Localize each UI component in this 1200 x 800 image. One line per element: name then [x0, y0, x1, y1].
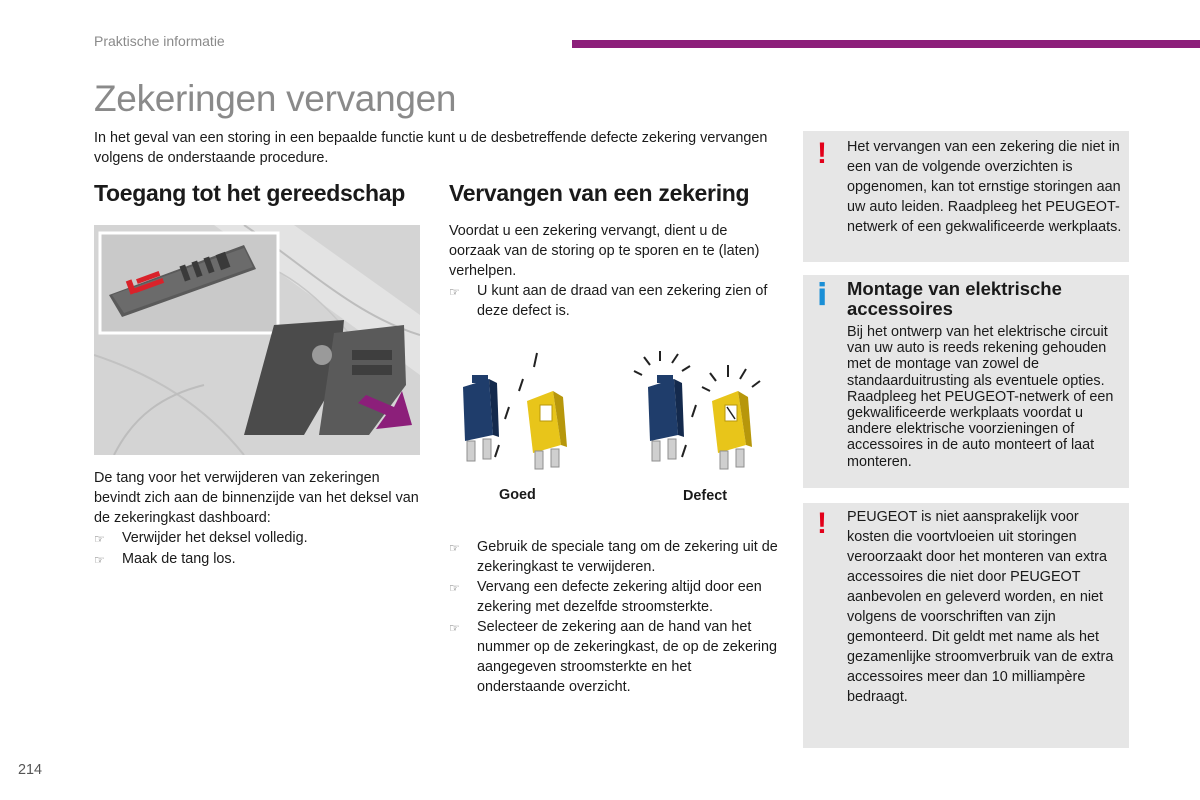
pointing-hand-icon: ☞	[94, 553, 105, 567]
fuse-comparison-figure	[445, 345, 785, 475]
list-item-text: Vervang een defecte zekering altijd door een zekering met dezelfde stroomsterkte.	[477, 579, 762, 615]
defect-fuse-pair	[634, 351, 760, 469]
list-item-text: Gebruik de speciale tang om de zekering uit de zekeringkast te verwijderen.	[477, 539, 778, 575]
info-box-accessories	[803, 275, 1129, 488]
pointing-hand-icon: ☞	[449, 581, 460, 595]
page-title: Zekeringen vervangen	[94, 78, 457, 119]
pointing-hand-icon: ☞	[449, 541, 460, 555]
list-item	[449, 577, 779, 617]
list-item	[94, 549, 420, 570]
good-fuse-pair	[463, 353, 567, 469]
list-item	[449, 537, 779, 577]
fusebox-illustration	[94, 225, 420, 455]
intro-paragraph: In het geval van een storing in een bepaalde functie kunt u de desbetreffende defecte zekering vervangen volgens de onderstaande procedure.	[94, 130, 768, 166]
info-icon: i	[817, 278, 828, 313]
info-box-title: Montage van elektrische accessoires	[847, 278, 1062, 319]
section-label: Praktische informatie	[94, 33, 225, 49]
info-text-design: Bij het ontwerp van het elektrische circuit van uw auto is reeds rekening gehouden met de montage van zowel de standaarduitrusting als eventuele opties.	[847, 324, 1108, 389]
list-item-text: Verwijder het deksel volledig.	[122, 530, 308, 546]
warning-text: Het vervangen van een zekering die niet in een van de volgende overzichten is opgenomen, kan tot ernstige storingen aan uw auto leiden. Raadpleeg het PEUGEOT-netwerk of een gekwalificeerde werkplaats.	[847, 139, 1122, 235]
list-item	[449, 617, 779, 697]
warning-box-liability	[803, 503, 1129, 748]
pointing-hand-icon: ☞	[94, 532, 105, 546]
middle-column-top-text	[449, 221, 779, 321]
info-box-text	[847, 324, 1123, 470]
heading-replace-fuse: Vervangen van een zekering	[449, 180, 750, 206]
fuse-label-defect: Defect	[683, 488, 727, 504]
before-replace-paragraph: Voordat u een zekering vervangt, dient u de oorzaak van de storing op te sporen en te (laten) verhelpen.	[449, 223, 760, 279]
list-item-text: U kunt aan de draad van een zekering zien of deze defect is.	[477, 283, 768, 319]
fuse-illustration	[445, 345, 785, 475]
heading-tool-access: Toegang tot het gereedschap	[94, 180, 405, 206]
warning-icon: !	[817, 137, 827, 170]
fuse-label-good: Goed	[499, 487, 536, 503]
left-column-text	[94, 468, 420, 570]
pointing-hand-icon: ☞	[449, 285, 460, 299]
info-text-consult: Raadpleeg het PEUGEOT-netwerk of een gekwalificeerde werkplaats voordat u andere elektrische voorzieningen of accessoires in de auto monteert of laat monteren.	[847, 388, 1114, 470]
warning-icon: !	[817, 507, 827, 540]
fusebox-photo	[94, 225, 420, 455]
page-number: 214	[18, 762, 43, 778]
list-item-text: Maak de tang los.	[122, 551, 236, 567]
list-item-text: Selecteer de zekering aan de hand van het nummer op de zekeringkast, de op de zekering aangegeven stroomsterkte en het onderstaande overzicht.	[477, 619, 777, 695]
tool-location-paragraph: De tang voor het verwijderen van zekeringen bevindt zich aan de binnenzijde van het deksel van de zekeringkast dashboard:	[94, 470, 419, 526]
list-item	[449, 281, 779, 321]
middle-column-bottom-text	[449, 537, 779, 697]
warning-text: PEUGEOT is niet aansprakelijk voor kosten die voortvloeien uit storingen veroorzaakt door het monteren van extra accessoires die niet door PEUGEOT aanbevolen en geleverd worden, en niet volgens de voorschriften van zijn gemonteerd. Dit geldt met name als het gezamenlijke stroomverbruik van de extra accessoires meer dan 10 milliampère bedraagt.	[847, 509, 1114, 705]
pointing-hand-icon: ☞	[449, 621, 460, 635]
header-accent-bar	[572, 40, 1200, 48]
warning-box-unlisted-fuse	[803, 131, 1129, 262]
list-item	[94, 528, 420, 549]
